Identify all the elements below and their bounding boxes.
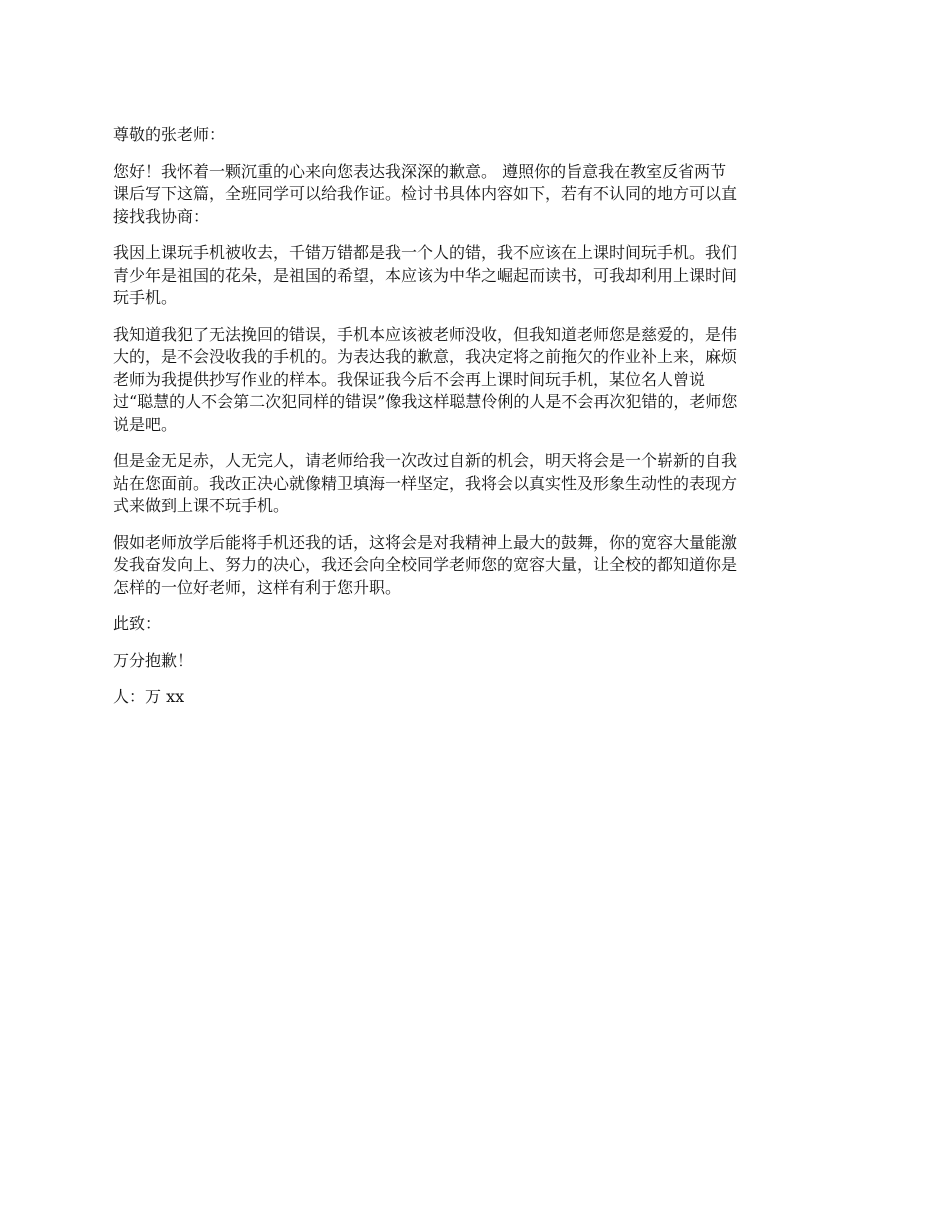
paragraph-apology: 我知道我犯了无法挽回的错误，手机本应该被老师没收，但我知道老师您是慈爱的，是伟 大的，是不会没收我的手机的。为表达我的歉意，我决定将之前拖欠的作业补上来，麻烦 老师为我提供抄写作业的样本。我保证我今后不会再上课时间玩手机，某位名人曾说 过“聪慧的人不会第二次犯同样的错误”像我这样聪慧伶俐的人是不会再次犯错的，老师您 说是吧。 <box>113 324 738 434</box>
apology-line: 万分抱歉！ <box>113 650 194 670</box>
signature: 人：万 xx <box>113 687 185 706</box>
paragraph-greeting: 您好！我怀着一颗沉重的心来向您表达我深深的歉意。 遵照你的旨意我在教室反省两节 课后写下这篇，全班同学可以给我作证。检讨书具体内容如下，若有不认同的地方可以直 接找我协商： <box>113 161 738 226</box>
closing: 此致： <box>113 614 162 633</box>
letter-page <box>113 124 840 723</box>
paragraph-promise: 但是金无足赤，人无完人，请老师给我一次改过自新的机会，明天将会是一个崭新的自我 站在您面前。我改正决心就像精卫填海一样坚定，我将会以真实性及形象生动性的表现方 式来做到上课不玩手机。 <box>113 451 738 515</box>
salutation: 尊敬的张老师： <box>113 125 226 144</box>
paragraph-request: 假如老师放学后能将手机还我的话，这将会是对我精神上最大的鼓舞，你的宽容大量能激 发我奋发向上、努力的决心，我还会向全校同学老师您的宽容大量，让全校的都知道你是 怎样的一位好老师，这样有利于您升职。 <box>113 532 738 597</box>
paragraph-reason: 我因上课玩手机被收去，千错万错都是我一个人的错，我不应该在上课时间玩手机。我们 青少年是祖国的花朵，是祖国的希望，本应该为中华之崛起而读书，可我却利用上课时间 玩手机。 <box>113 243 738 307</box>
